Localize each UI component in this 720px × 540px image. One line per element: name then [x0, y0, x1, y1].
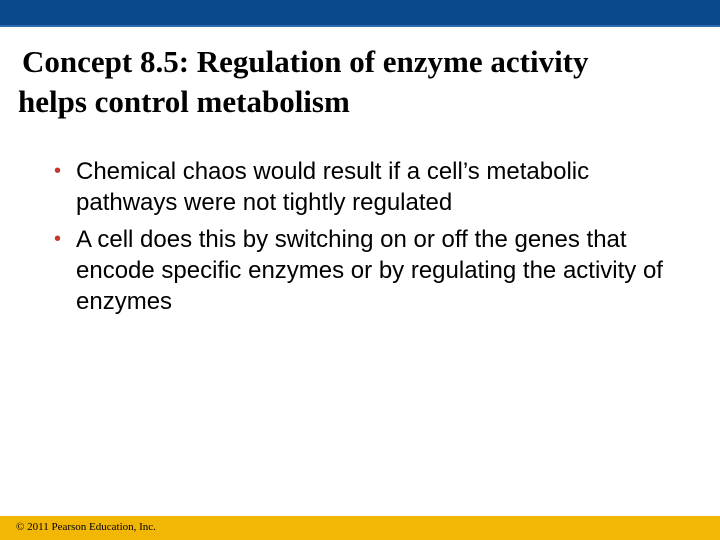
slide-title-line-1: Concept 8.5: Regulation of enzyme activity	[22, 44, 589, 79]
slide-title-line-2: helps control metabolism	[18, 84, 350, 119]
bullet-icon: •	[54, 228, 62, 250]
copyright-notice: © 2011 Pearson Education, Inc.	[16, 521, 156, 533]
bullet-icon: •	[54, 160, 62, 182]
slide-title	[18, 42, 708, 122]
bullet-text: A cell does this by switching on or off the genes that encode specific enzymes or by regulating the activity of enzymes	[76, 226, 663, 315]
bullet-item	[54, 224, 694, 317]
top-divider	[0, 25, 720, 27]
bullet-item	[54, 156, 694, 218]
top-banner	[0, 0, 720, 25]
bullet-text: Chemical chaos would result if a cell’s metabolic pathways were not tightly regulated	[76, 158, 590, 216]
bullet-list	[54, 156, 694, 323]
